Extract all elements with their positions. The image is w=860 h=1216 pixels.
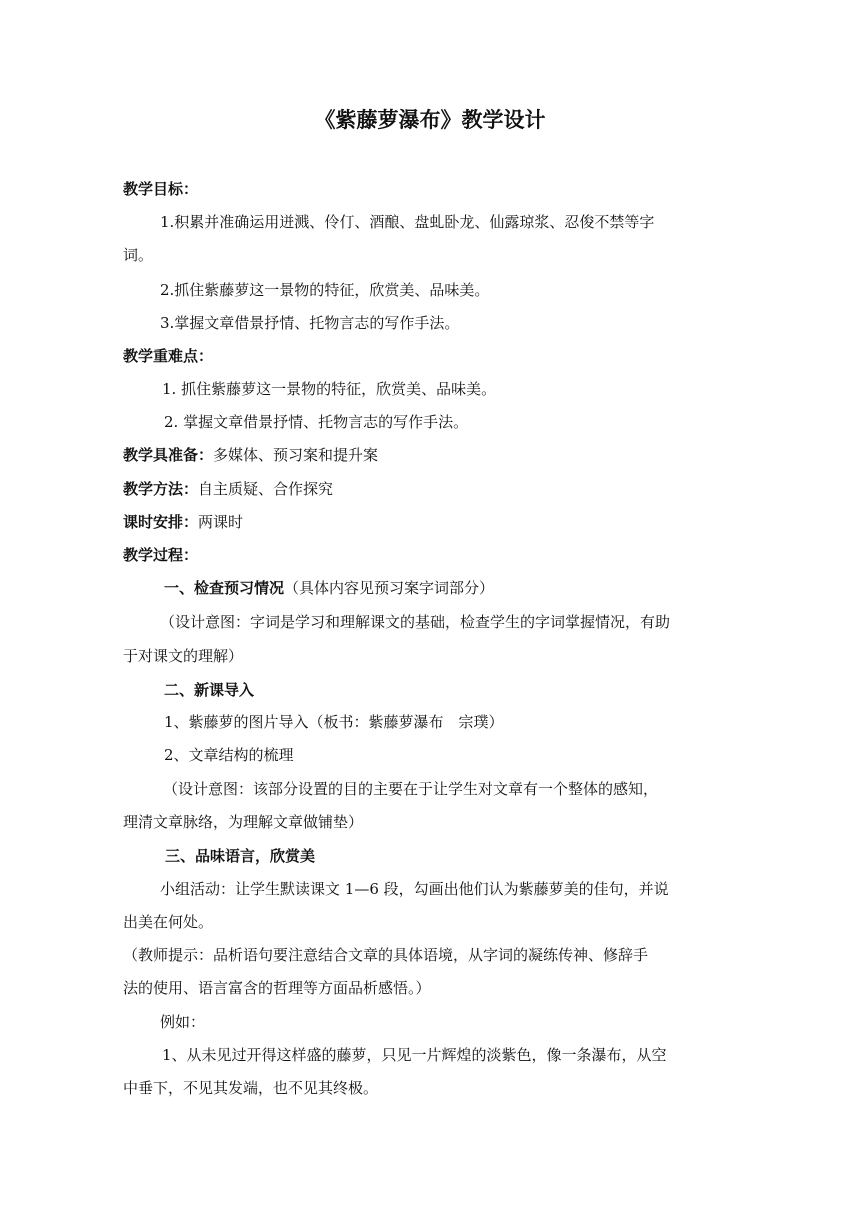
schedule-value: 两课时	[198, 513, 244, 531]
step-1-intent-line-1: （设计意图：字词是学习和理解课文的基础，检查学生的字词掌握情况，有助	[160, 613, 671, 631]
difficulty-1: 1. 抓住紫藤萝这一景物的特征，欣赏美、品味美。	[162, 380, 497, 398]
step-2-item-2: 2、文章结构的梳理	[164, 746, 294, 764]
step-3-hint-line-1: （教师提示：品析语句要注意结合文章的具体语境，从字词的凝练传神、修辞手	[123, 946, 649, 964]
goal-2: 2.抓住紫藤萝这一景物的特征，欣赏美、品味美。	[160, 281, 490, 299]
goal-1-line-2: 词。	[123, 246, 154, 264]
step-1-intent-line-2: 于对课文的理解）	[123, 647, 244, 665]
step-3-activity-line-2: 出美在何处。	[123, 913, 214, 931]
step-2-label: 二、新课导入	[164, 681, 255, 699]
difficulty-heading: 教学重难点：	[123, 347, 214, 365]
goal-1-line-1: 1.积累并准确运用迸溅、伶仃、酒酿、盘虬卧龙、仙露琼浆、忍俊不禁等字	[160, 213, 655, 231]
preparation-value: 多媒体、预习案和提升案	[213, 446, 379, 464]
step-3-activity-line-1: 小组活动：让学生默读课文 1—6 段，勾画出他们认为紫藤萝美的佳句，并说	[160, 880, 669, 898]
step-1-note: （具体内容见预习案字词部分）	[284, 579, 495, 597]
example-1-line-2: 中垂下，不见其发端，也不见其终极。	[123, 1079, 379, 1097]
goal-3: 3.掌握文章借景抒情、托物言志的写作手法。	[160, 314, 460, 332]
step-2-intent-line-2: 理清文章脉络，为理解文章做铺垫）	[123, 813, 364, 831]
schedule-label: 课时安排：	[123, 513, 199, 531]
document-title: 《紫藤萝瀑布》教学设计	[314, 108, 546, 132]
step-3-label: 三、品味语言，欣赏美	[165, 847, 316, 865]
step-1-line	[164, 578, 494, 598]
step-3-hint-line-2: 法的使用、语言富含的哲理等方面品析感悟。）	[123, 979, 431, 997]
schedule-line	[123, 512, 243, 532]
method-value: 自主质疑、合作探究	[198, 480, 334, 498]
method-line	[123, 479, 333, 499]
step-1-label: 一、检查预习情况	[164, 579, 285, 597]
preparation-label: 教学具准备：	[123, 446, 214, 464]
goals-heading: 教学目标：	[123, 180, 199, 198]
method-label: 教学方法：	[123, 480, 199, 498]
example-1-line-1: 1、从未见过开得这样盛的藤萝，只见一片辉煌的淡紫色，像一条瀑布，从空	[162, 1046, 667, 1064]
step-2-item-1: 1、紫藤萝的图片导入（板书：紫藤萝瀑布 宗璞）	[164, 713, 504, 731]
step-2-intent-line-1: （设计意图：该部分设置的目的主要在于让学生对文章有一个整体的感知，	[163, 780, 659, 798]
process-heading: 教学过程：	[123, 546, 199, 564]
example-label: 例如：	[160, 1013, 206, 1031]
difficulty-2: 2. 掌握文章借景抒情、托物言志的写作手法。	[164, 413, 469, 431]
preparation-line	[123, 445, 378, 465]
